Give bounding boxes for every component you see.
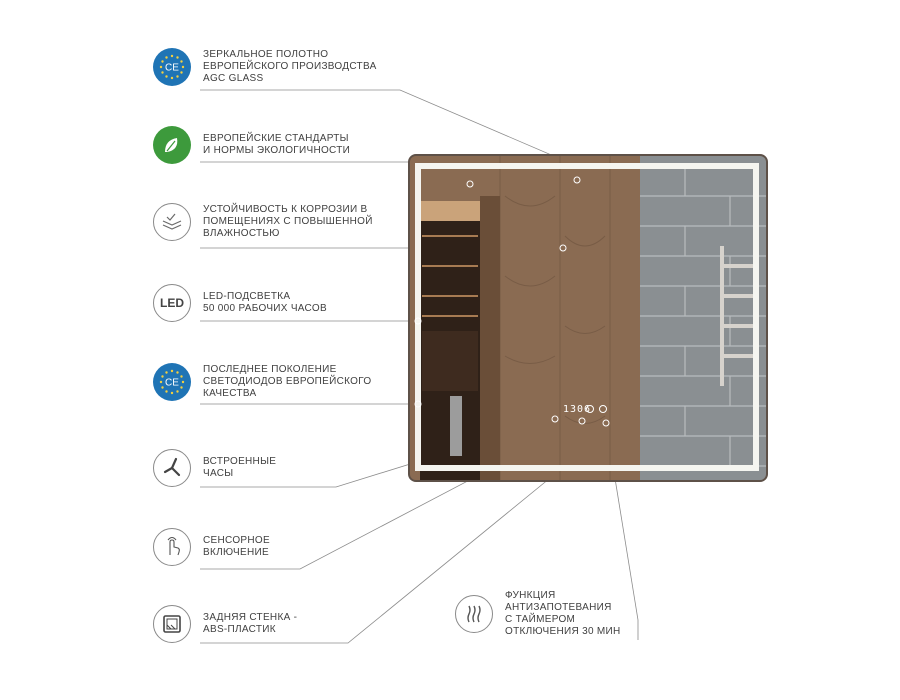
led-mirror-illustration — [410, 156, 766, 480]
feature-agc-glass — [153, 48, 377, 86]
ce-eu-icon — [153, 363, 191, 401]
feature-abs-back-panel — [153, 605, 297, 643]
feature-text: ЗЕРКАЛЬНОЕ ПОЛОТНО ЕВРОПЕЙСКОГО ПРОИЗВОДСТВА AGC GLASS — [203, 49, 377, 84]
feature-eco-standards — [153, 126, 350, 164]
feature-text: УСТОЙЧИВОСТЬ К КОРРОЗИИ В ПОМЕЩЕНИЯХ С ПОВЫШЕННОЙ ВЛАЖНОСТЬЮ — [203, 204, 373, 239]
mirror-scene — [410, 156, 766, 480]
led-icon: LED — [153, 284, 191, 322]
abs-back-panel-icon — [153, 605, 191, 643]
touch-finger-icon — [153, 528, 191, 566]
feature-text: ЕВРОПЕЙСКИЕ СТАНДАРТЫ И НОРМЫ ЭКОЛОГИЧНОСТИ — [203, 133, 351, 156]
feature-corrosion-resistance — [153, 203, 373, 241]
feature-touch-switch — [153, 528, 270, 566]
feature-text: LED-ПОДСВЕТКА 50 000 РАБОЧИХ ЧАСОВ — [203, 291, 327, 314]
corrosion-resistance-icon — [153, 203, 191, 241]
feature-text: ВСТРОЕННЫЕ ЧАСЫ — [203, 456, 277, 479]
feature-text: ПОСЛЕДНЕЕ ПОКОЛЕНИЕ СВЕТОДИОДОВ ЕВРОПЕЙСКОГО КАЧЕСТВА — [203, 364, 372, 399]
heat-waves-icon — [455, 595, 493, 633]
feature-text: СЕНСОРНОЕ ВКЛЮЧЕНИЕ — [203, 535, 270, 558]
feature-text: ФУНКЦИЯ АНТИЗАПОТЕВАНИЯ С ТАЙМЕРОМ ОТКЛЮЧЕНИЯ 30 МИН — [505, 590, 621, 637]
feature-built-in-clock — [153, 449, 276, 487]
feature-led-lighting — [153, 284, 327, 322]
ce-eu-icon — [153, 48, 191, 86]
svg-text:CE: CE — [165, 62, 179, 74]
eco-leaf-icon — [153, 126, 191, 164]
mirror-clock-display: 1306 — [563, 404, 592, 415]
feature-antifog — [455, 590, 621, 638]
clock-hands-icon — [153, 449, 191, 487]
feature-text: ЗАДНЯЯ СТЕНКА - ABS-ПЛАСТИК — [203, 612, 298, 635]
feature-eu-leds — [153, 363, 371, 401]
svg-text:CE: CE — [165, 377, 179, 389]
